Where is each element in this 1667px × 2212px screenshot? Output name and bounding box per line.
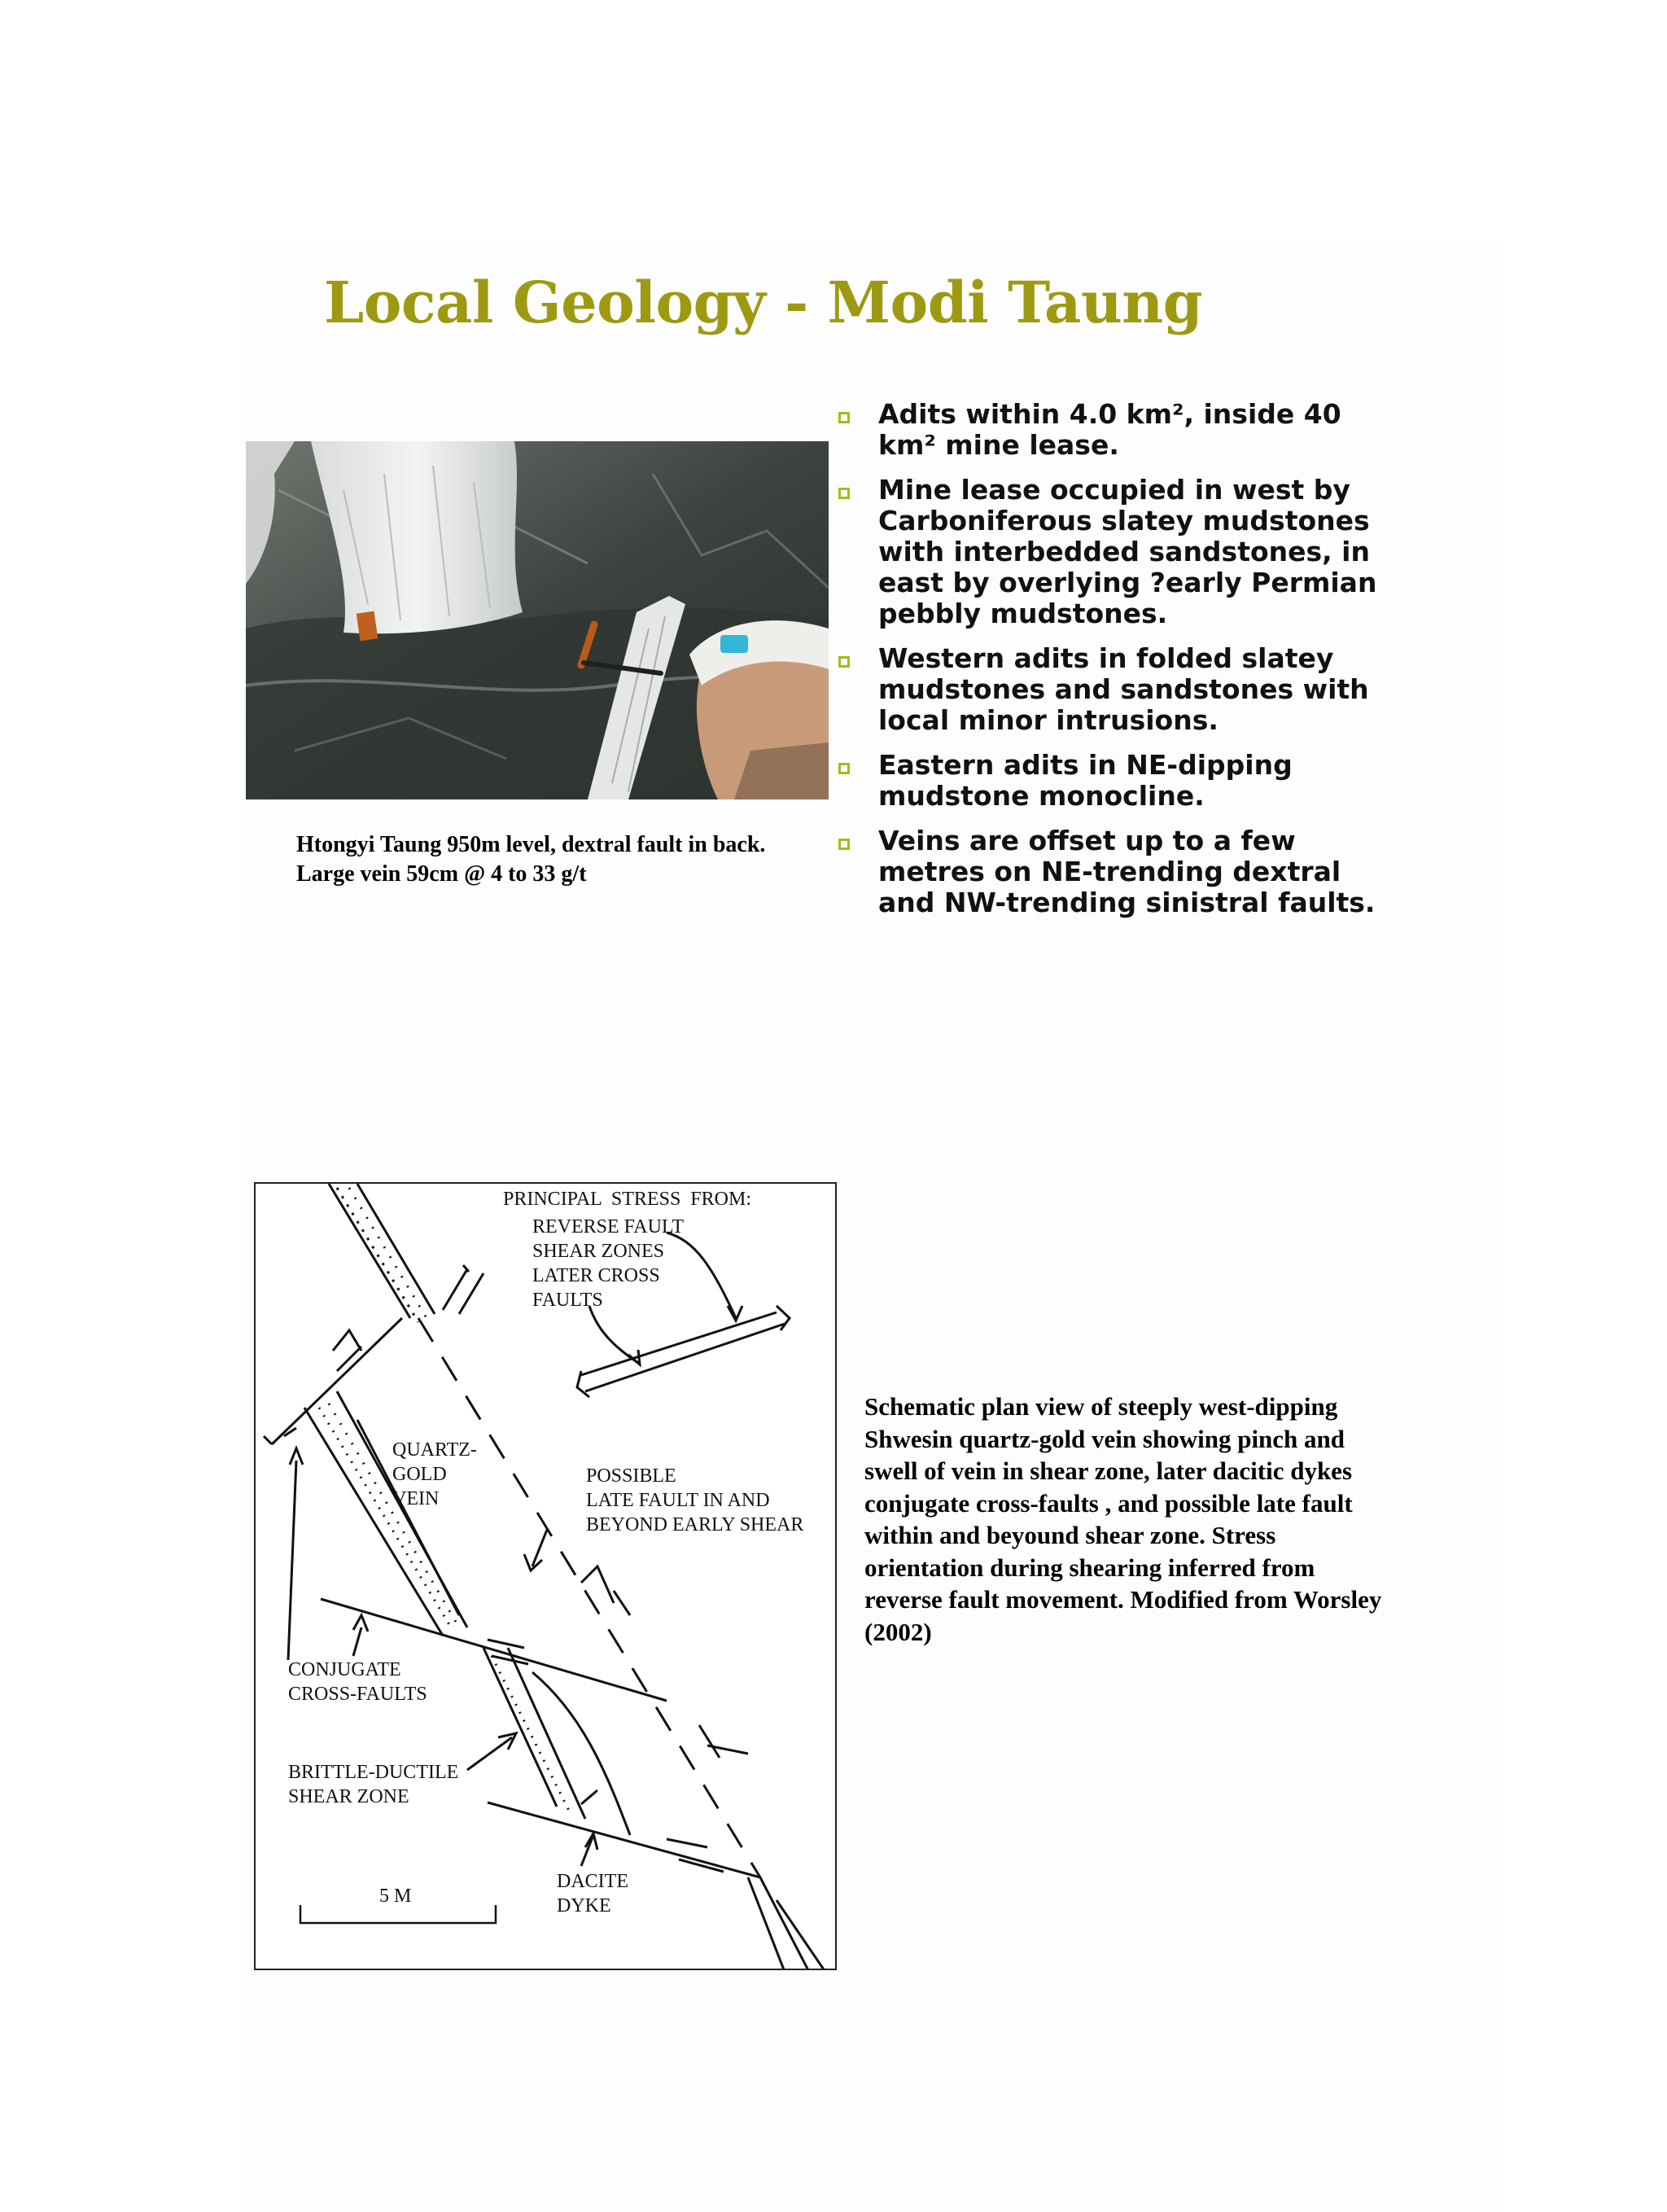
bullet-item	[838, 750, 1400, 812]
bullet-text: Mine lease occupied in west by Carboniferous slatey mudstones with interbedded sandstones, in east by overlying ?early Permian pebbly mudstones.	[878, 474, 1377, 629]
hollow-square-icon	[838, 488, 850, 499]
brittle-ductile-shear-zone-label: BRITTLE-DUCTILE SHEAR ZONE	[288, 1762, 459, 1807]
bullet-text: Western adits in folded slatey mudstones and sandstones with local minor intrusions.	[878, 642, 1369, 736]
stress-sources-label: REVERSE FAULT SHEAR ZONES LATER CROSS FAULTS	[532, 1216, 685, 1311]
bullet-text: Veins are offset up to a few metres on NE-trending dextral and NW-trending sinistral faults.	[878, 825, 1376, 918]
bullet-text: Eastern adits in NE-dipping mudstone monocline.	[878, 749, 1293, 812]
fault-schematic-diagram	[254, 1182, 837, 1970]
bullet-item	[838, 399, 1400, 461]
hollow-square-icon	[838, 412, 850, 423]
bullet-list	[838, 399, 1400, 932]
quartz-gold-vein-label: QUARTZ- GOLD VEIN	[392, 1439, 477, 1509]
bullet-item	[838, 826, 1400, 918]
hollow-square-icon	[838, 839, 850, 850]
bullet-item	[838, 643, 1400, 736]
photo-caption: Htongyi Taung 950m level, dextral fault in back. Large vein 59cm @ 4 to 33 g/t	[296, 832, 766, 887]
slide-title: Local Geology - Modi Taung	[324, 269, 1203, 336]
hollow-square-icon	[838, 656, 850, 668]
conjugate-cross-faults-label: CONJUGATE CROSS-FAULTS	[288, 1659, 427, 1705]
dacite-dyke-label: DACITE DYKE	[557, 1871, 628, 1916]
principal-stress-label: PRINCIPAL STRESS FROM:	[503, 1189, 751, 1210]
mine-photo	[246, 441, 829, 799]
diagram-caption: Schematic plan view of steeply west-dipping Shwesin quartz-gold vein showing pinch and swell of vein in shear zone, later dacitic dykes conjugate cross-faults , and possible late fault within and beyound shear zone. Stress orientation during shearing inferred from reverse fault movement. Modified from Worsley (2002)	[864, 1392, 1382, 1646]
bullet-text: Adits within 4.0 km², inside 40 km² mine lease.	[878, 398, 1341, 461]
bullet-item	[838, 475, 1400, 629]
scale-bar-label: 5 M	[379, 1886, 412, 1907]
hollow-square-icon	[838, 763, 850, 774]
possible-late-fault-label: POSSIBLE LATE FAULT IN AND BEYOND EARLY SHEAR	[586, 1465, 804, 1535]
